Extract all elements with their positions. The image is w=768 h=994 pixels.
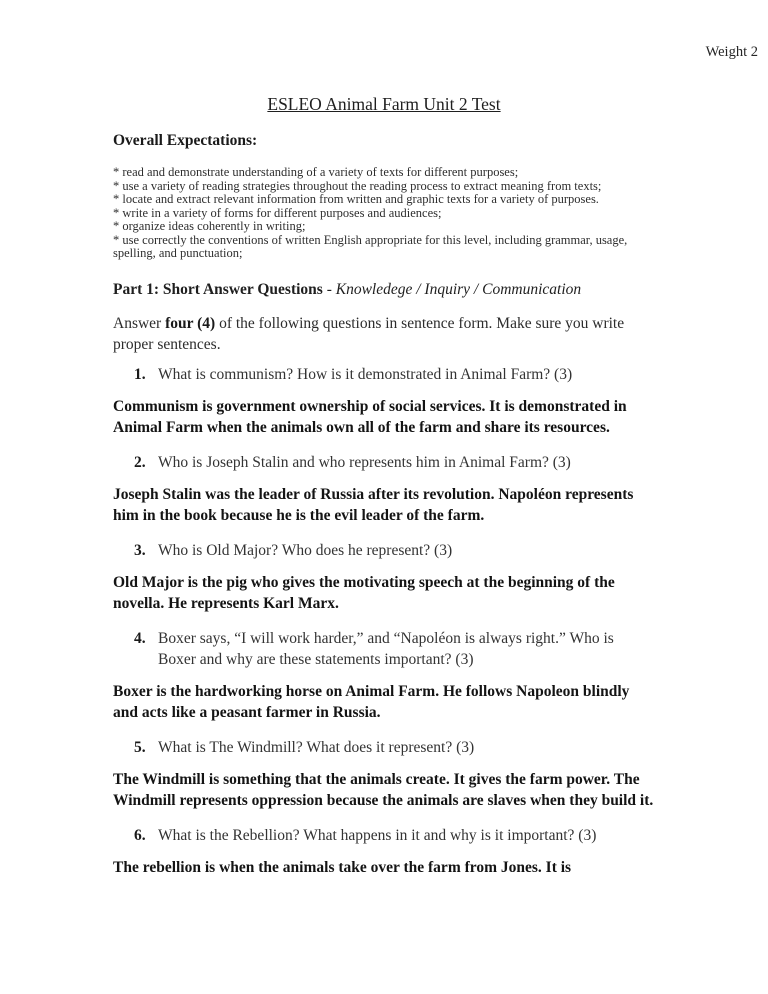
question-text: What is The Windmill? What does it represent? (3): [158, 738, 475, 756]
question-line: [113, 825, 655, 846]
question-line: [113, 628, 655, 670]
qa-item-5: [113, 737, 655, 811]
question-text: Who is Joseph Stalin and who represents him in Animal Farm? (3): [158, 453, 571, 471]
answer-text: Old Major is the pig who gives the motivating speech at the beginning of the novella. He represents Karl Marx.: [113, 573, 615, 612]
question-line: [113, 452, 655, 473]
page-title-text: ESLEO Animal Farm Unit 2 Test: [267, 94, 501, 114]
qa-item-4: [113, 628, 655, 723]
expectation-item: * organize ideas coherently in writing;: [113, 219, 306, 233]
question-number: 3.: [134, 541, 146, 559]
answer-text: The rebellion is when the animals take over the farm from Jones. It is: [113, 858, 572, 876]
expectation-item: * use correctly the conventions of written English appropriate for this level, including grammar, usage, spelling, and punctuation;: [113, 232, 628, 260]
question-text: Who is Old Major? Who does he represent? (3): [158, 541, 453, 559]
question-text: Boxer says, “I will work harder,” and “Napoléon is always right.” Who is Boxer and why are these statements important? (3): [158, 629, 614, 668]
question-text: What is communism? How is it demonstrated in Animal Farm? (3): [158, 365, 573, 383]
part1-heading-categories: Knowledege / Inquiry / Communication: [335, 280, 582, 298]
qa-item-6: [113, 825, 655, 878]
part1-heading-title: Part 1: Short Answer Questions: [113, 280, 323, 298]
question-line: [113, 364, 655, 385]
answer-text: Communism is government ownership of social services. It is demonstrated in Animal Farm when the animals own all of the farm and share its resources.: [113, 397, 627, 436]
qa-item-2: [113, 452, 655, 526]
answer-text: Joseph Stalin was the leader of Russia after its revolution. Napoléon represents him in the book because he is the evil leader of the farm.: [113, 485, 634, 524]
part1-instructions: [113, 313, 655, 355]
instructions-count: four (4): [165, 314, 216, 332]
question-line: [113, 540, 655, 561]
part1-heading-separator: -: [322, 280, 336, 298]
question-number: 4.: [134, 629, 146, 647]
expectation-item: * locate and extract relevant information from written and graphic texts for a variety of purposes.: [113, 192, 599, 206]
question-number: 1.: [134, 365, 146, 383]
instructions-pre: Answer: [113, 314, 166, 332]
expectation-item: * read and demonstrate understanding of a variety of texts for different purposes;: [113, 165, 519, 179]
expectations-list: [113, 166, 655, 261]
question-number: 2.: [134, 453, 146, 471]
question-line: [113, 737, 655, 758]
answer-text: Boxer is the hardworking horse on Animal Farm. He follows Napoleon blindly and acts like a peasant farmer in Russia.: [113, 682, 630, 721]
question-number: 5.: [134, 738, 146, 756]
qa-item-1: [113, 364, 655, 438]
header-weight-label: Weight 2: [705, 44, 758, 60]
qa-item-3: [113, 540, 655, 614]
answer-text: The Windmill is something that the animals create. It gives the farm power. The Windmill represents oppression because the animals are slaves when they build it.: [113, 770, 654, 809]
expectations-heading: Overall Expectations:: [113, 132, 258, 149]
question-text: What is the Rebellion? What happens in it and why is it important? (3): [158, 826, 597, 844]
instructions-post: of the following questions in sentence form. Make sure you write proper sentences.: [113, 314, 625, 353]
question-number: 6.: [134, 826, 146, 844]
expectation-item: * write in a variety of forms for different purposes and audiences;: [113, 205, 442, 220]
expectation-item: * use a variety of reading strategies throughout the reading process to extract meaning from texts;: [113, 178, 602, 193]
page-title: [113, 94, 655, 115]
part1-heading: [113, 281, 655, 299]
